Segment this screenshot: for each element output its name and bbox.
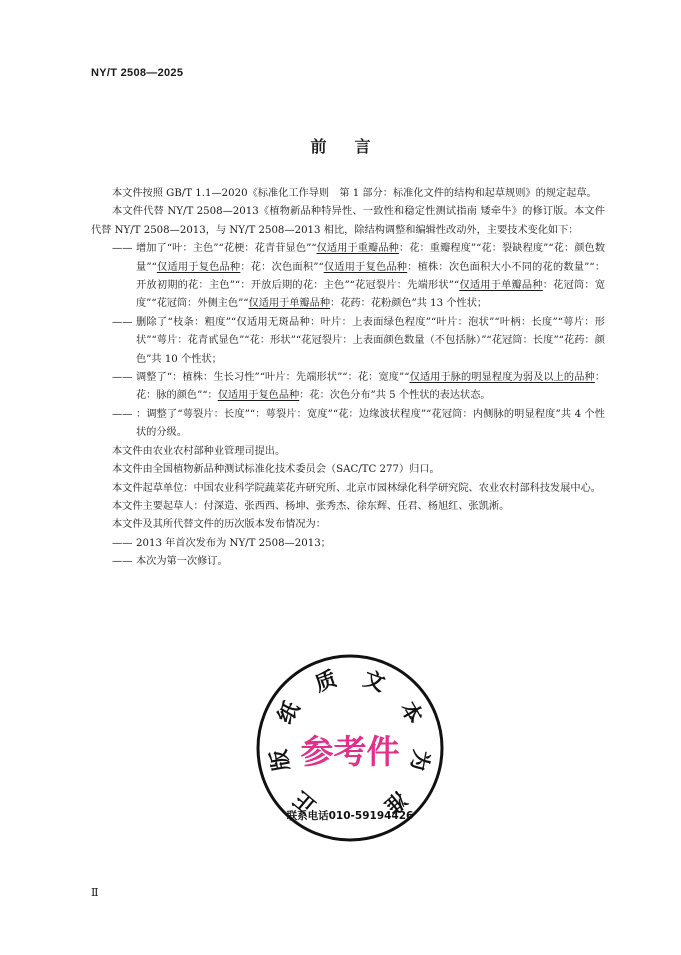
stamp-ring-char: 版 — [266, 747, 294, 773]
page-number: Ⅱ — [91, 886, 99, 899]
paragraph-drafters: 本文件主要起草人：付深造、张西西、杨坤、张秀杰、徐东辉、任君、杨旭红、张凯淅。 — [112, 500, 510, 512]
list-dash: —— — [112, 556, 133, 568]
list-dash: —— — [112, 243, 133, 255]
change-item-added — [91, 240, 605, 314]
list-dash: —— — [112, 372, 133, 384]
paragraph-drafting-units: 本文件起草单位：中国农业科学院蔬菜花卉研究所、北京市园林绿化科学研究院、农业农村部科技发展中心。 — [112, 482, 601, 494]
history-item-current — [91, 553, 605, 571]
stamp-ring-char: 纸 — [272, 697, 305, 728]
stamp-ring-char: 准 — [379, 786, 412, 819]
stamp-ring-char: 文 — [360, 666, 389, 697]
stamp-ring-char: 本 — [395, 697, 428, 728]
change-item-text: 增加了“叶：主色”“花梗：花青苷显色”“仅适用于重瓣品种：花：重瓣程度”“花：裂缺程度”“花：颜色数量”“仅适用于复色品种：花：次色面积”“仅适用于复色品种：植株：次色面积大小不同的花的数量”“：开放初期的花：主色”“：开放后期的花：主色”“花冠裂片：先端形状”“仅适用于单瓣品种：花冠筒：宽度”“花冠筒：外侧主色”“仅适用于单瓣品种：花药：花粉颜色”共 13 个性状； — [136, 243, 606, 310]
change-item-deleted — [91, 314, 605, 369]
change-item-text: 调整了“：植株：生长习性”“叶片：先端形状”“：花：宽度”“仅适用于脉的明显程度为弱及以上的品种：花：脉的颜色”“：仅适用于复色品种：花：次色分布”共 5 个性状的表达状态。 — [136, 372, 605, 402]
stamp-graphic — [255, 653, 445, 843]
paragraph-history-intro: 本文件及其所代替文件的历次版本发布情况为： — [112, 519, 326, 531]
stamp-phone-text: 联系电话010-59194426 — [286, 810, 414, 822]
stamp-ring-char: 正 — [288, 786, 321, 819]
list-dash: —— — [112, 537, 133, 549]
foreword-body — [91, 185, 605, 572]
list-dash: —— — [112, 316, 133, 328]
reference-copy-stamp — [255, 653, 445, 843]
paragraph-proposer: 本文件由农业农村部种业管理司提出。 — [112, 445, 286, 457]
change-item-adjusted-states — [91, 369, 605, 406]
history-item-text: 本次为第一次修订。 — [136, 556, 228, 568]
change-item-text: ：调整了“萼裂片：长度”“：萼裂片：宽度”“花：边缘波状程度”“花冠筒：内侧脉的明显程度”共 4 个性状的分级。 — [136, 408, 605, 439]
list-dash: —— — [112, 408, 133, 420]
standard-number: NY/T 2508—2025 — [91, 67, 184, 79]
history-item-2013 — [91, 535, 605, 553]
paragraph-replacement: 本文件代替 NY/T 2508—2013《植物新品种特异性、一致性和稳定性测试指南 矮牵牛》的修订版。本文件代替 NY/T 2508—2013，与 NY/T 2508—2013 相比，除结构调整和编辑性改动外，主要技术变化如下： — [91, 206, 605, 236]
stamp-ring-char: 为 — [406, 747, 434, 773]
history-item-text: 2013 年首次发布为 NY/T 2508—2013； — [136, 537, 331, 549]
paragraph-drafting-rule: 本文件按照 GB/T 1.1—2020《标准化工作导则 第 1 部分：标准化文件的结构和起草规则》的规定起草。 — [112, 188, 597, 199]
stamp-ring-char: 质 — [311, 666, 340, 697]
page-title: 前言 — [310, 137, 399, 156]
change-item-text: 删除了“枝条：粗度”“仅适用无斑品种：叶片：上表面绿色程度”“叶片：泡状”“叶柄：长度”“萼片：形状”“萼片：花青甙显色”“花：形状”“花冠裂片：上表面颜色数量（不包括脉）”“花冠筒：长度”“花药：颜色”共 10 个性状； — [136, 316, 605, 365]
stamp-center-text: 参考件 — [300, 732, 400, 771]
paragraph-centralized: 本文件由全国植物新品种测试标准化技术委员会（SAC/TC 277）归口。 — [112, 464, 440, 476]
change-item-adjusted-grades — [91, 406, 605, 443]
